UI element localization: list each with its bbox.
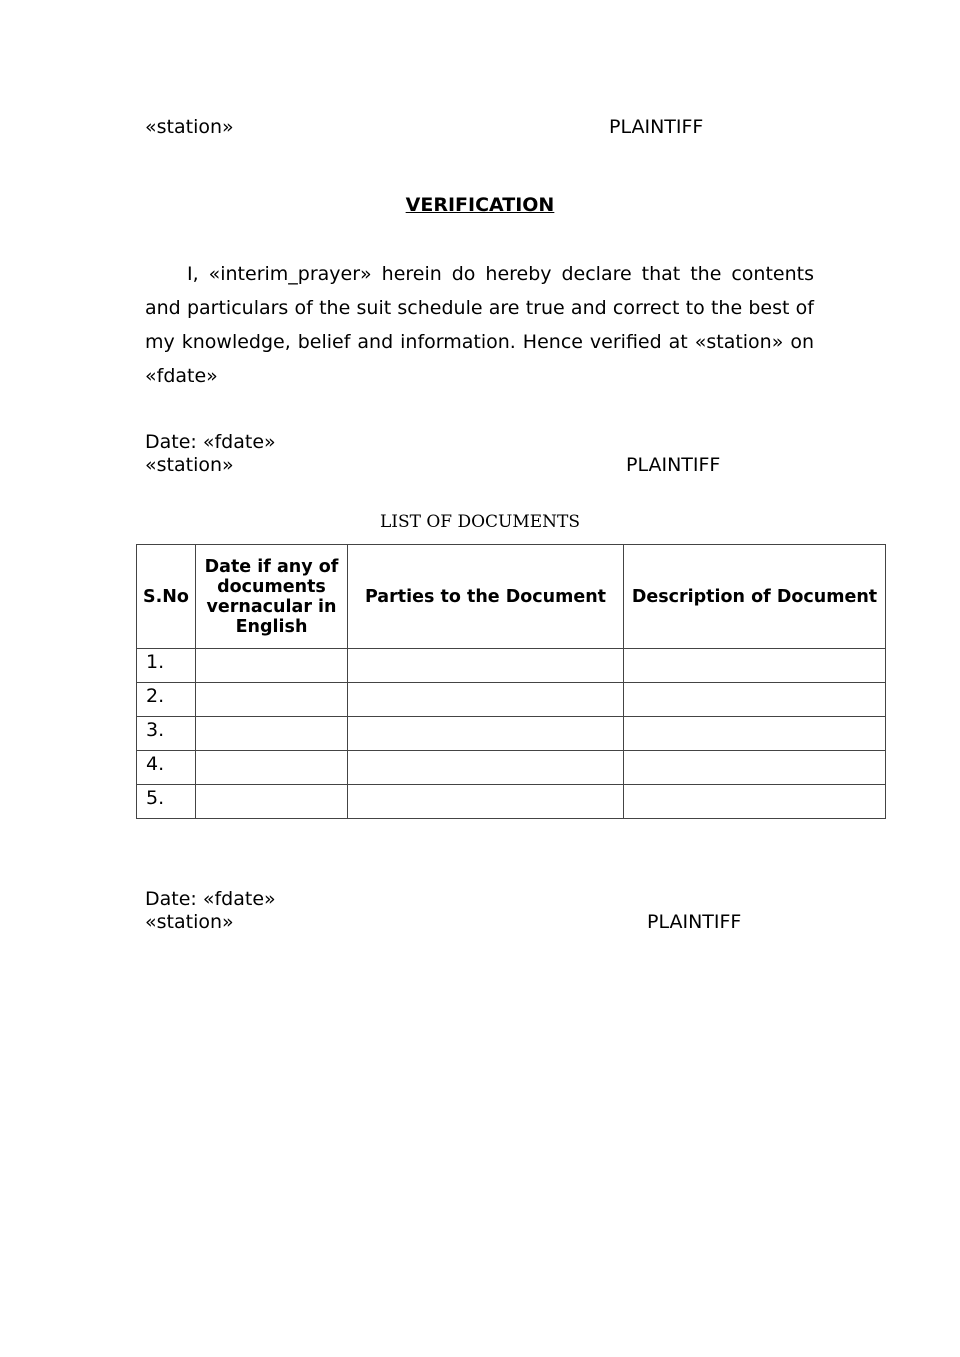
cell-description	[624, 717, 886, 751]
signature-2-station: «station»	[145, 911, 234, 933]
cell-parties	[348, 785, 624, 819]
verification-title: VERIFICATION	[405, 194, 555, 216]
cell-description	[624, 649, 886, 683]
cell-sno: 2.	[137, 683, 196, 717]
signature-1-signatory: PLAINTIFF	[626, 454, 721, 476]
cell-parties	[348, 649, 624, 683]
signature-2-signatory: PLAINTIFF	[647, 911, 742, 933]
table-row	[137, 751, 886, 785]
verification-paragraph: I, «interim_prayer» herein do hereby declare that the contents and particulars of the suit schedule are true and correct to the best of my knowledge, belief and information. Hence verified at «station» on «fdate»	[145, 263, 814, 387]
table-row	[137, 785, 886, 819]
cell-parties	[348, 683, 624, 717]
table-row	[137, 717, 886, 751]
signature-1-station: «station»	[145, 454, 234, 476]
column-header-parties: Parties to the Document	[348, 545, 624, 649]
cell-sno: 1.	[137, 649, 196, 683]
cell-parties	[348, 717, 624, 751]
header-station: «station»	[145, 116, 234, 138]
cell-date	[196, 649, 348, 683]
cell-date	[196, 683, 348, 717]
signature-2-date: Date: «fdate»	[145, 888, 276, 910]
cell-sno: 5.	[137, 785, 196, 819]
cell-date	[196, 785, 348, 819]
documents-title: LIST OF DOCUMENTS	[379, 512, 581, 532]
cell-description	[624, 751, 886, 785]
column-header-description: Description of Document	[624, 545, 886, 649]
table-row	[137, 649, 886, 683]
column-header-date: Date if any of documents vernacular in English	[196, 545, 348, 649]
column-header-sno: S.No	[137, 545, 196, 649]
table-row	[137, 683, 886, 717]
cell-description	[624, 683, 886, 717]
table-header-row	[137, 545, 886, 649]
cell-parties	[348, 751, 624, 785]
documents-table	[136, 544, 886, 819]
cell-date	[196, 751, 348, 785]
cell-sno: 3.	[137, 717, 196, 751]
signature-1-date: Date: «fdate»	[145, 431, 276, 453]
header-signatory: PLAINTIFF	[609, 116, 704, 138]
cell-description	[624, 785, 886, 819]
cell-date	[196, 717, 348, 751]
cell-sno: 4.	[137, 751, 196, 785]
